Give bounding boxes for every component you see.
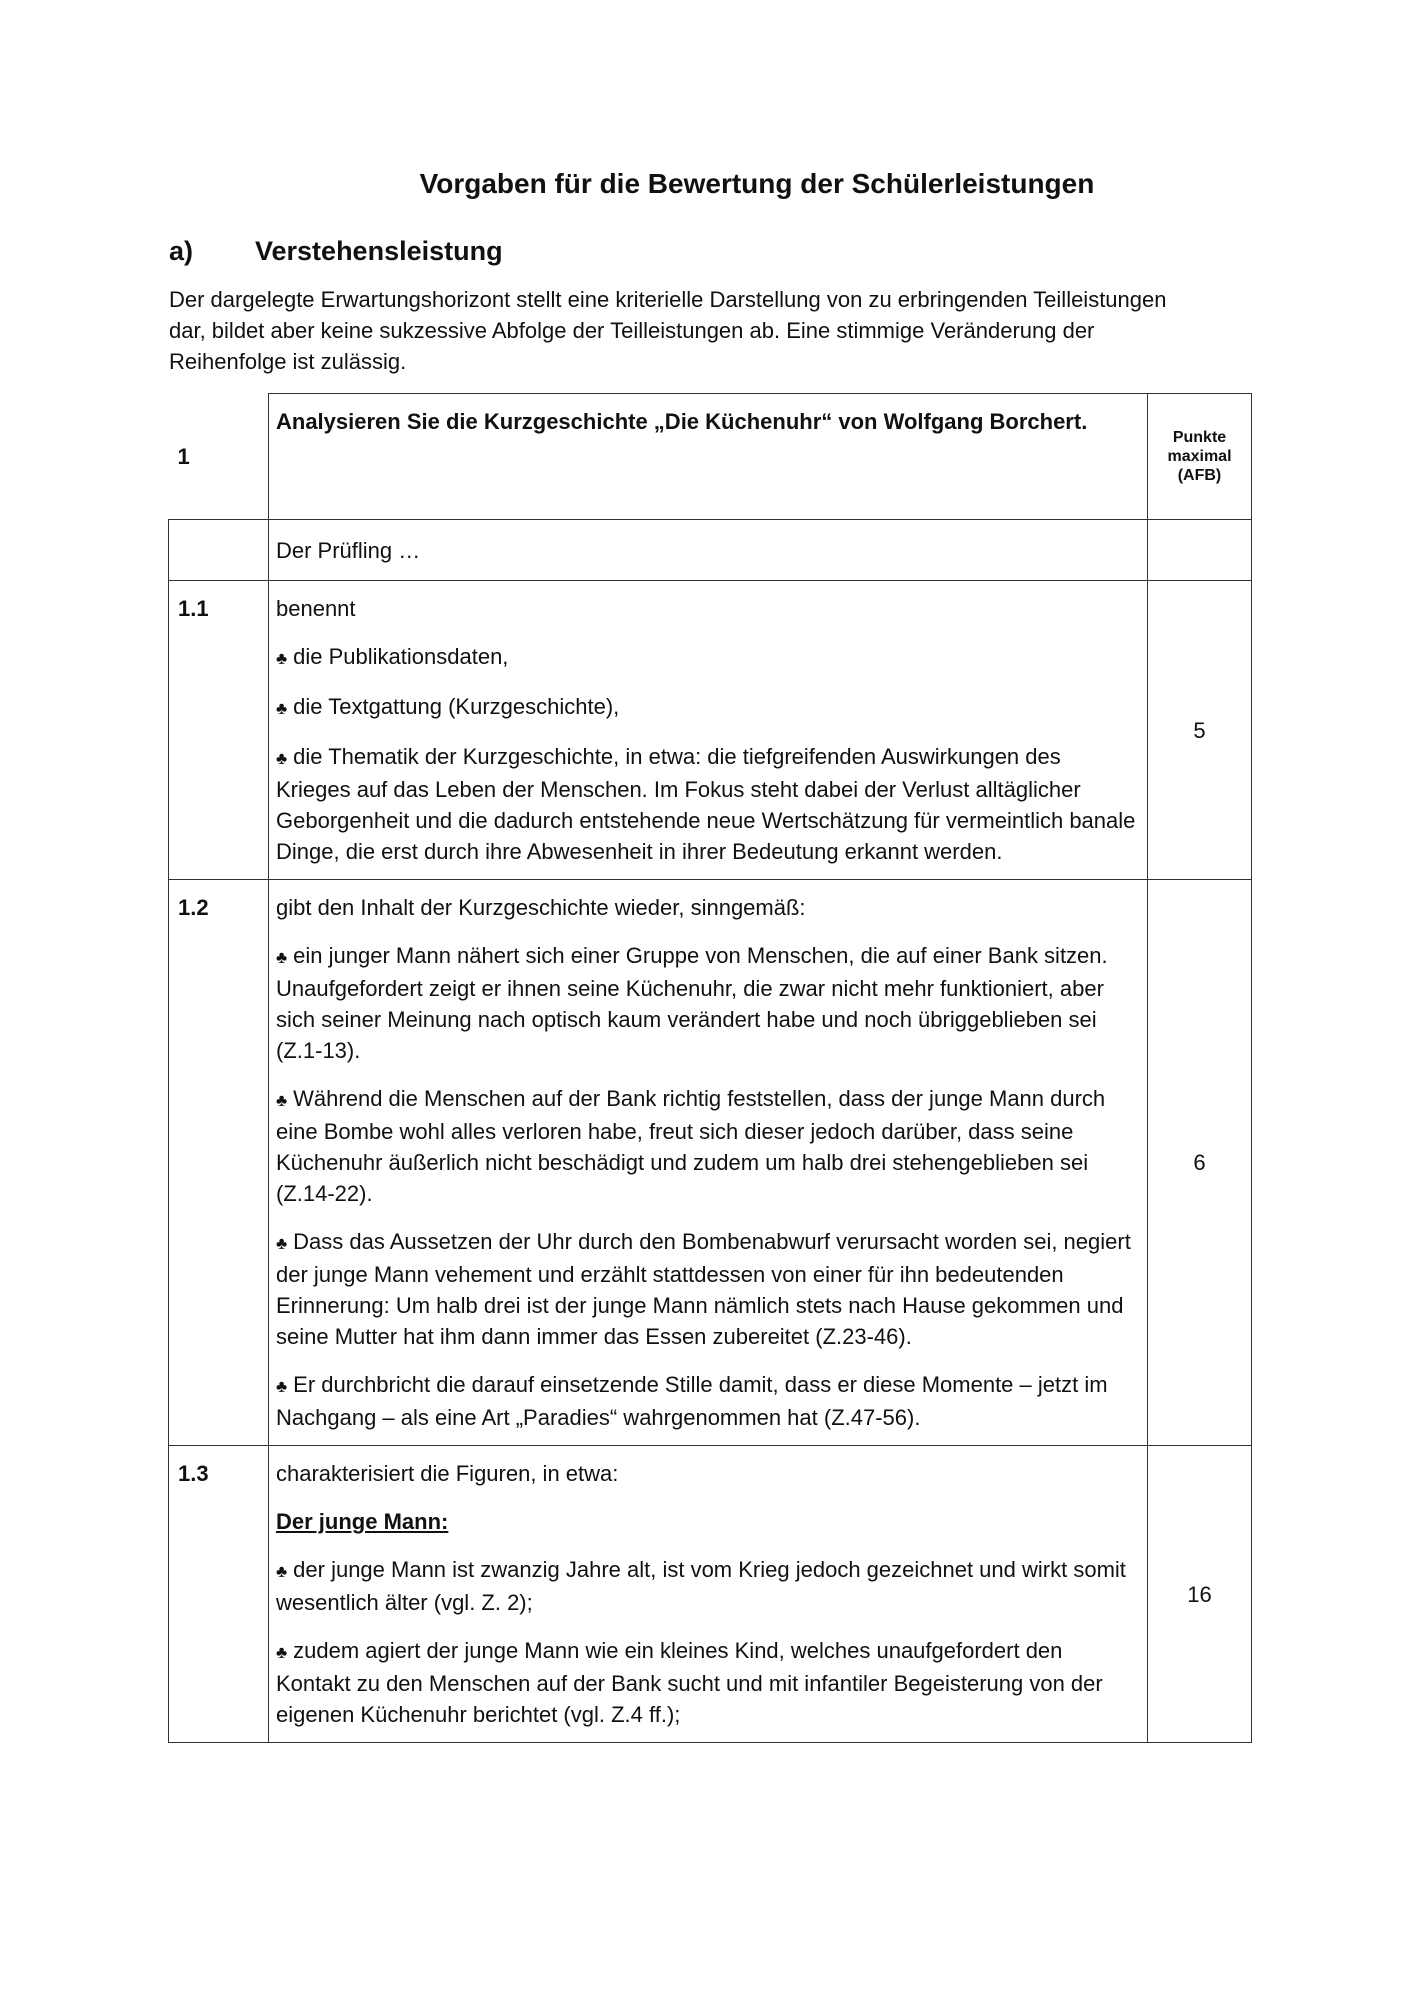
points-header-line3: (AFB) xyxy=(1177,467,1222,484)
row-intro: charakterisiert die Figuren, in etwa: xyxy=(276,1461,619,1486)
club-bullet-icon: ♣ xyxy=(276,1377,288,1396)
points-header xyxy=(1148,394,1252,520)
club-bullet-icon: ♣ xyxy=(276,1234,288,1253)
page-title: Vorgaben für die Bewertung der Schülerleistungen xyxy=(419,168,1095,199)
club-bullet-icon: ♣ xyxy=(276,1643,288,1662)
club-bullet-icon: ♣ xyxy=(276,699,288,718)
row-intro: gibt den Inhalt der Kurzgeschichte wieder, sinngemäß: xyxy=(276,895,806,920)
row-points: 6 xyxy=(1148,880,1252,1446)
row-content xyxy=(269,1446,1148,1743)
row-points: 5 xyxy=(1148,581,1252,880)
bullet-item: ♣ ein junger Mann nähert sich einer Gruppe von Menschen, die auf einer Bank sitzen. Unaufgefordert zeigt er ihnen seine Küchenuhr, die zwar nicht mehr funktioniert, aber sich seiner Meinung nach optisch kaum verändert habe und noch übriggeblieben sei (Z.1-13). xyxy=(276,943,1108,1063)
row-content xyxy=(269,581,1148,880)
task-text: Analysieren Sie die Kurzgeschichte „Die Küchenuhr“ von Wolfgang Borchert. xyxy=(269,394,1148,520)
club-bullet-icon: ♣ xyxy=(276,1562,288,1581)
club-bullet-icon: ♣ xyxy=(276,948,288,967)
row-points: 16 xyxy=(1148,1446,1252,1743)
bullet-item: ♣ der junge Mann ist zwanzig Jahre alt, ist vom Krieg jedoch gezeichnet und wirkt somit wesentlich älter (vgl. Z. 2); xyxy=(276,1557,1126,1615)
bullet-item: ♣ Er durchbricht die darauf einsetzende Stille damit, dass er diese Momente – jetzt im Nachgang – als eine Art „Paradies“ wahrgenommen hat (Z.47-56). xyxy=(276,1372,1108,1430)
points-header-line1: Punkte xyxy=(1172,429,1227,446)
lead-row xyxy=(169,520,1252,581)
section-letter: a) xyxy=(169,236,194,266)
lead-empty-cell xyxy=(169,520,269,581)
bullet-item: ♣ Dass das Aussetzen der Uhr durch den Bombenabwurf verursacht worden sei, negiert der junge Mann vehement und erzählt stattdessen von einer für ihn bedeutenden Erinnerung: Um halb drei ist der junge Mann nämlich stets nach Hause gekommen und seine Mutter hat ihm dann immer das Essen zubereitet (Z.23-46). xyxy=(276,1229,1131,1349)
bullet-item: ♣ die Publikationsdaten, xyxy=(276,641,1137,674)
section-heading xyxy=(169,236,503,267)
club-bullet-icon: ♣ xyxy=(276,1091,288,1110)
task-number: 1 xyxy=(169,394,269,520)
bullet-item: ♣ zudem agiert der junge Mann wie ein kleines Kind, welches unaufgefordert den Kontakt zu den Menschen auf der Bank sucht und mit infantiler Begeisterung von der eigenen Küchenuhr berichtet (vgl. Z.4 ff.); xyxy=(276,1638,1103,1727)
club-bullet-icon: ♣ xyxy=(276,749,288,768)
lead-points-cell xyxy=(1148,520,1252,581)
bullet-item: ♣ die Textgattung (Kurzgeschichte), xyxy=(276,691,1137,724)
table-row xyxy=(169,880,1252,1446)
points-header-line2: maximal xyxy=(1167,448,1232,465)
row-number: 1.3 xyxy=(169,1446,269,1743)
bullet-item: ♣ die Thematik der Kurzgeschichte, in etwa: die tiefgreifenden Auswirkungen des Krieges auf das Leben der Menschen. Im Fokus steht dabei der Verlust alltäglicher Geborgenheit und die dadurch entstehende neue Wertschätzung für vermeintlich banale Dinge, die erst durch ihre Abwesenheit in ihrer Bedeutung erkannt werden. xyxy=(276,744,1136,864)
bullet-item: ♣ Während die Menschen auf der Bank richtig feststellen, dass der junge Mann durch eine Bombe wohl alles verloren habe, freut sich dieser jedoch darüber, dass seine Küchenuhr äußerlich nicht beschädigt und zudem um halb drei stehengeblieben sei (Z.14-22). xyxy=(276,1086,1106,1206)
table-row xyxy=(169,1446,1252,1743)
table-row xyxy=(169,581,1252,880)
row-subheading: Der junge Mann: xyxy=(276,1509,449,1534)
evaluation-table xyxy=(168,393,1252,1743)
intro-paragraph: Der dargelegte Erwartungshorizont stellt eine kriterielle Darstellung von zu erbringenden Teilleistungen dar, bildet aber keine sukzessive Abfolge der Teilleistungen ab. Eine stimmige Veränderung der Reihenfolge ist zulässig. xyxy=(169,287,1167,374)
row-number: 1.2 xyxy=(169,880,269,1446)
task-row xyxy=(169,394,1252,520)
section-title: Verstehensleistung xyxy=(255,236,503,266)
row-content xyxy=(269,880,1148,1446)
lead-text: Der Prüfling … xyxy=(269,520,1148,581)
club-bullet-icon: ♣ xyxy=(276,649,288,668)
row-number: 1.1 xyxy=(169,581,269,880)
row-intro: benennt xyxy=(276,596,356,621)
